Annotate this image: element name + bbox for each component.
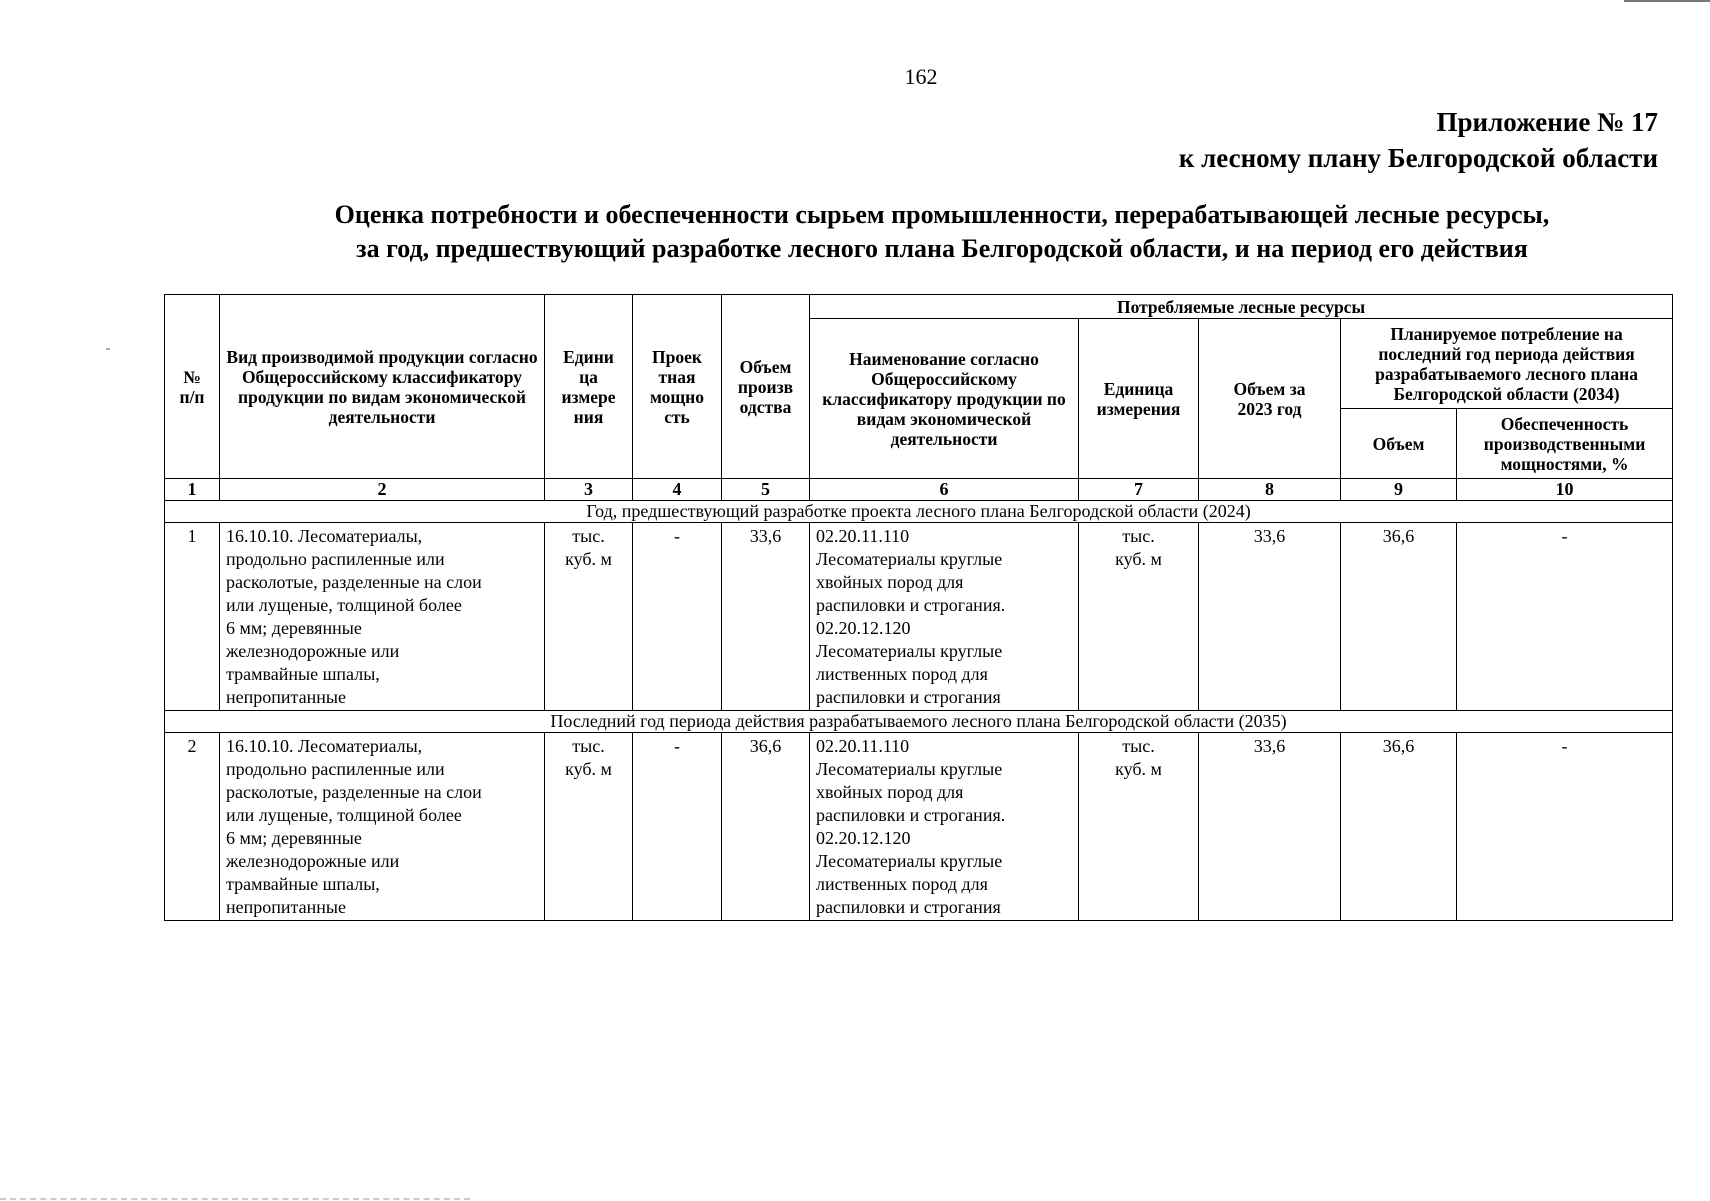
header-provision: Обеспеченность производственными мощностями, % bbox=[1457, 409, 1673, 479]
table-row bbox=[165, 523, 1673, 711]
cell-plan-volume: 36,6 bbox=[1341, 733, 1457, 921]
header-capacity: Проек тная мощно сть bbox=[633, 295, 722, 479]
page-number: 162 bbox=[904, 64, 938, 89]
column-number: 7 bbox=[1079, 479, 1199, 501]
header-volume: Объем произв одства bbox=[722, 295, 810, 479]
cell-capacity: - bbox=[633, 523, 722, 711]
cell-volume-2023: 33,6 bbox=[1199, 523, 1341, 711]
resources-table bbox=[164, 294, 1673, 921]
scan-corner-mark bbox=[1624, 0, 1710, 2]
section-title: Последний год периода действия разрабатываемого лесного плана Белгородской области (2035) bbox=[165, 711, 1673, 733]
column-number: 10 bbox=[1457, 479, 1673, 501]
cell-unit-2: тыс. куб. м bbox=[1079, 733, 1199, 921]
column-number: 8 bbox=[1199, 479, 1341, 501]
cell-capacity: - bbox=[633, 733, 722, 921]
cell-plan-volume: 36,6 bbox=[1341, 523, 1457, 711]
cell-name: 02.20.11.110 Лесоматериалы круглые хвойных пород для распиловки и строгания. 02.20.12.120 Лесоматериалы круглые лиственных пород для распиловки и строгания bbox=[810, 733, 1079, 921]
cell-num: 2 bbox=[165, 733, 220, 921]
header-row-1 bbox=[165, 295, 1673, 319]
cell-unit: тыс. куб. м bbox=[545, 733, 633, 921]
column-number: 9 bbox=[1341, 479, 1457, 501]
header-consumed-resources: Потребляемые лесные ресурсы bbox=[810, 295, 1673, 319]
column-number: 1 bbox=[165, 479, 220, 501]
header-name: Наименование согласно Общероссийскому классификатору продукции по видам экономической деятельности bbox=[810, 319, 1079, 479]
annex-line-2: к лесному плану Белгородской области bbox=[1178, 143, 1658, 173]
cell-volume-2023: 33,6 bbox=[1199, 733, 1341, 921]
cell-product: 16.10.10. Лесоматериалы, продольно распиленные или расколотые, разделенные на слои или лущеные, толщиной более 6 мм; деревянные железнодорожные или трамвайные шпалы, непропитанные bbox=[220, 523, 545, 711]
cell-provision: - bbox=[1457, 523, 1673, 711]
cell-volume: 33,6 bbox=[722, 523, 810, 711]
annex-line-1: Приложение № 17 bbox=[1436, 107, 1658, 137]
header-unit-2: Единица измерения bbox=[1079, 319, 1199, 479]
column-number: 3 bbox=[545, 479, 633, 501]
header-plan-volume: Объем bbox=[1341, 409, 1457, 479]
cell-unit-2: тыс. куб. м bbox=[1079, 523, 1199, 711]
section-title: Год, предшествующий разработке проекта лесного плана Белгородской области (2024) bbox=[165, 501, 1673, 523]
document-title-line-2: за год, предшествующий разработке лесного плана Белгородской области, и на период его действия bbox=[356, 234, 1528, 263]
column-number: 5 bbox=[722, 479, 810, 501]
table-row bbox=[165, 733, 1673, 921]
column-number: 2 bbox=[220, 479, 545, 501]
cell-unit: тыс. куб. м bbox=[545, 523, 633, 711]
header-unit: Едини ца измере ния bbox=[545, 295, 633, 479]
cell-num: 1 bbox=[165, 523, 220, 711]
section-row-2024 bbox=[165, 501, 1673, 523]
cell-volume: 36,6 bbox=[722, 733, 810, 921]
scan-edge-mark bbox=[106, 348, 110, 350]
cell-name: 02.20.11.110 Лесоматериалы круглые хвойных пород для распиловки и строгания. 02.20.12.120 Лесоматериалы круглые лиственных пород для распиловки и строгания bbox=[810, 523, 1079, 711]
header-volume-2023: Объем за 2023 год bbox=[1199, 319, 1341, 479]
section-row-2035 bbox=[165, 711, 1673, 733]
column-numbers-row bbox=[165, 479, 1673, 501]
annex-heading bbox=[1179, 104, 1658, 176]
header-planned-consumption: Планируемое потребление на последний год периода действия разрабатываемого лесного плана Белгородской области (2034) bbox=[1341, 319, 1673, 409]
header-num: № п/п bbox=[165, 295, 220, 479]
resources-table-wrapper bbox=[164, 294, 1672, 921]
document-title bbox=[262, 198, 1622, 266]
document-title-line-1: Оценка потребности и обеспеченности сырьем промышленности, перерабатывающей лесные ресурсы, bbox=[334, 200, 1550, 229]
column-number: 6 bbox=[810, 479, 1079, 501]
cell-provision: - bbox=[1457, 733, 1673, 921]
column-number: 4 bbox=[633, 479, 722, 501]
cell-product: 16.10.10. Лесоматериалы, продольно распиленные или расколотые, разделенные на слои или лущеные, толщиной более 6 мм; деревянные железнодорожные или трамвайные шпалы, непропитанные bbox=[220, 733, 545, 921]
header-product: Вид производимой продукции согласно Общероссийскому классификатору продукции по видам экономической деятельности bbox=[220, 295, 545, 479]
